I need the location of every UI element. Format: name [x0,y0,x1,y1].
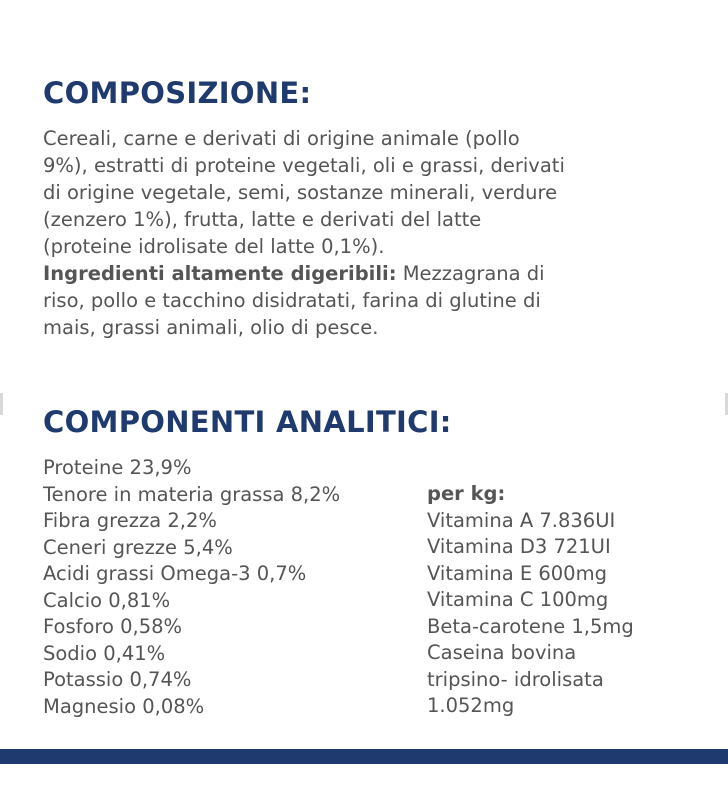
digeribili-first-text: Mezzagrana di [396,262,545,285]
analytical-item: Ceneri grezze 5,4% [43,535,233,559]
additive-item: Vitamina E 600mg [427,561,607,585]
analytical-item: Sodio 0,41% [43,641,166,665]
analytical-item: Potassio 0,74% [43,668,192,691]
additive-item: Vitamina A 7.836UI [427,508,616,532]
analytical-item: Magnesio 0,08% [43,694,205,718]
digeribili-label: Ingredienti altamente digeribili: [43,262,397,285]
per-kg-list [427,481,634,720]
additive-item: Caseina bovina [427,641,577,664]
composizione-line: (proteine idrolisate del latte 0,1%). [43,235,385,258]
additive-item: Vitamina C 100mg [427,588,609,611]
additive-item: 1.052mg [427,694,515,717]
analytical-item: Fosforo 0,58% [43,615,183,638]
composizione-line: di origine vegetale, semi, sostanze minerali, verdure [43,181,558,204]
digeribili-line [43,260,723,287]
analytical-components-list [43,455,340,720]
composizione-heading: COMPOSIZIONE: [43,76,312,110]
componenti-heading: COMPONENTI ANALITICI: [43,405,452,439]
additive-item: Beta-carotene 1,5mg [427,614,634,638]
per-kg-label: per kg: [427,482,506,505]
composizione-line: Cereali, carne e derivati di origine animale (pollo [43,127,520,150]
left-edge-mark [0,393,3,415]
digeribili-line: mais, grassi animali, olio di pesce. [43,316,379,339]
analytical-item: Fibra grezza 2,2% [43,509,217,532]
composizione-text [43,125,723,341]
analytical-item: Calcio 0,81% [43,588,171,612]
digeribili-line: riso, pollo e tacchino disidratati, farina di glutine di [43,289,541,312]
composizione-line: (zenzero 1%), frutta, latte e derivati del latte [43,208,482,231]
composizione-line: 9%), estratti di proteine vegetali, oli e grassi, derivati [43,154,565,177]
additive-item: tripsino- idrolisata [427,667,604,691]
analytical-item: Tenore in materia grassa 8,2% [43,482,341,506]
footer-bar [0,749,728,764]
analytical-item: Proteine 23,9% [43,456,192,479]
analytical-item: Acidi grassi Omega-3 0,7% [43,562,307,585]
additive-item: Vitamina D3 721UI [427,535,611,558]
